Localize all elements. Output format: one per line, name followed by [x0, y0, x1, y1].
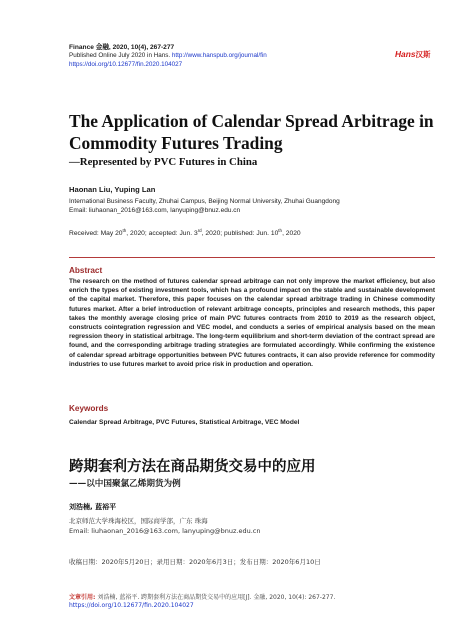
doi-line	[69, 61, 429, 69]
journal-citation-line: Finance 金融, 2020, 10(4), 267-277	[69, 44, 175, 51]
chinese-authors: 刘浩楠, 蓝裕平	[69, 503, 117, 511]
doi-link[interactable]: https://doi.org/10.12677/fin.2020.104027	[69, 60, 183, 68]
author-affiliation-block	[69, 197, 449, 216]
hans-logo	[395, 44, 433, 59]
published-date: , 2020; published: Jun. 10	[201, 230, 279, 238]
paper-subtitle: —Represented by PVC Futures in China	[69, 156, 258, 168]
author-list: Haonan Liu, Yuping Lan	[69, 185, 156, 194]
journal-url-link[interactable]: http://www.hanspub.org/journal/fin	[171, 52, 267, 60]
journal-header	[69, 44, 429, 69]
logo-hans-cn-text: 汉斯	[415, 50, 431, 59]
published-sup: th	[278, 228, 283, 233]
chinese-affiliation-block	[69, 516, 439, 536]
citation-label: 文章引用:	[69, 594, 98, 601]
chinese-affiliation: 北京师范大学珠海校区，国际商学部，广东 珠海	[69, 517, 208, 525]
accepted-date: , 2020; accepted: Jun. 3	[126, 230, 198, 238]
received-sup: th	[122, 228, 127, 233]
chinese-subtitle: ——以中国聚氯乙烯期货为例	[69, 479, 181, 489]
received-date: Received: May 20	[69, 230, 123, 238]
accepted-sup: rd	[197, 228, 202, 233]
affiliation-text: International Business Faculty, Zhuhai Campus, Beijing Normal University, Zhuhai Guangdong	[69, 198, 340, 205]
logo-hans-text: Hans	[395, 49, 416, 59]
citation-text: 刘浩楠, 蓝裕平. 跨期套利方法在商品期货交易中的应用[J]. 金融, 2020, 10(4): 267-277.	[97, 594, 336, 601]
chinese-email: Email: liuhaonan_2016@163.com, lanyuping@bnuz.edu.cn	[69, 527, 261, 535]
keywords-heading: Keywords	[69, 404, 109, 413]
abstract-body: The research on the method of futures calendar spread arbitrage can not only improve the market efficiency, but also enrich the types of existing investment tools, which has a profound impact on the stable and sustainable development of the capital market. Therefore, this paper focuses on the calendar spread arbitrage trading in Chinese commodity futures market. After a brief introduction of relevant arbitrage concepts, principles and research methods, this paper takes the monthly average closing price of main PVC futures contracts from 2010 to 2019 as the research object, constructs cointegration regression and VEC model, and conducts a series of empirical analysis based on the mean regression theory in statistical arbitrage. The long-term equilibrium and short-term deviation of the contract spread are found, and the corresponding arbitrage trading strategies are formulated accordingly. While confirming the existence of calendar spread arbitrage opportunities between PVC futures contracts, it can also provide reference for commodity industries to use futures market to avoid price risk in production and operation.	[69, 278, 435, 368]
keywords-list: Calendar Spread Arbitrage, PVC Futures, Statistical Arbitrage, VEC Model	[69, 419, 300, 426]
article-citation	[69, 594, 439, 611]
chinese-dates: 收稿日期：2020年5月20日；录用日期：2020年6月3日；发布日期：2020年6月10日	[69, 558, 321, 566]
citation-doi-link[interactable]: https://doi.org/10.12677/fin.2020.104027	[69, 602, 194, 610]
published-online-line	[69, 52, 429, 60]
published-prefix: Published Online July 2020 in Hans.	[69, 52, 172, 60]
publication-dates	[69, 228, 449, 237]
email-text: Email: liuhaonan_2016@163.com, lanyuping@bnuz.edu.cn	[69, 207, 241, 215]
dates-tail: , 2020	[282, 230, 301, 238]
abstract-heading: Abstract	[69, 266, 103, 275]
section-divider	[69, 257, 435, 258]
paper-title: The Application of Calendar Spread Arbitrage in Commodity Futures Trading	[69, 111, 434, 153]
chinese-title: 跨期套利方法在商品期货交易中的应用	[69, 459, 316, 475]
